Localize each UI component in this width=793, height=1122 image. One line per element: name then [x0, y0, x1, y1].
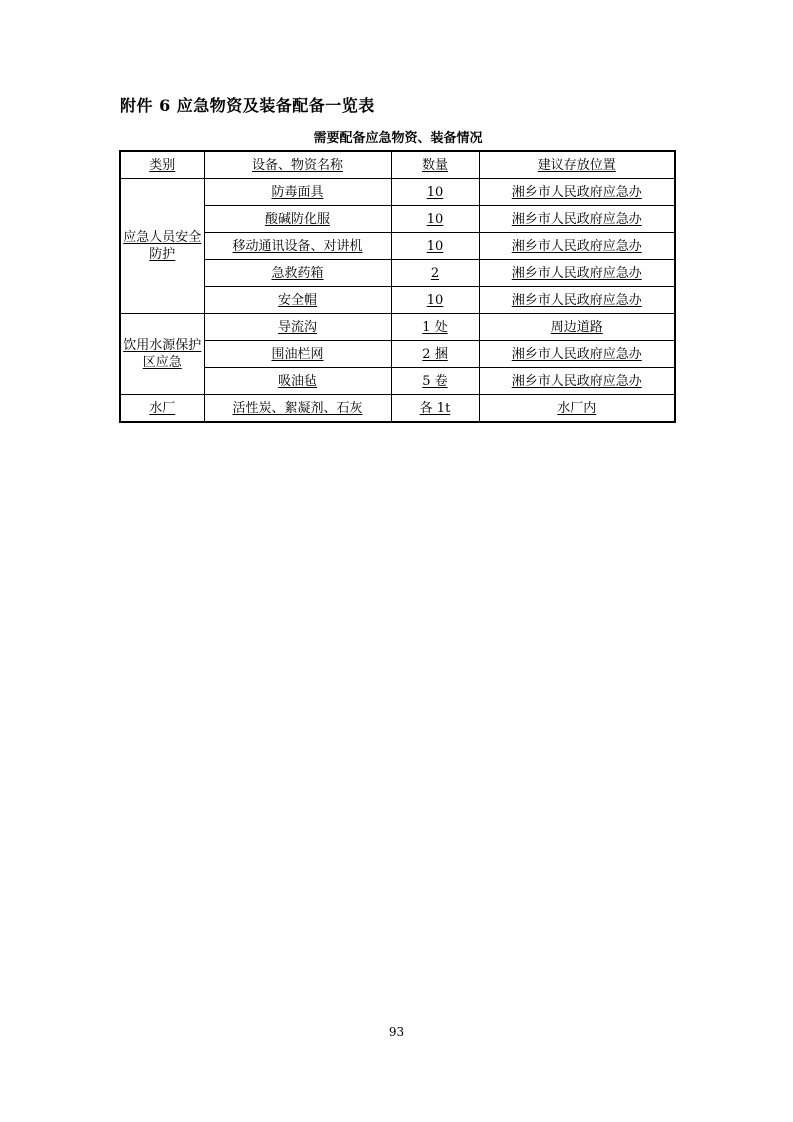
item-name-cell: 急救药箱	[204, 260, 391, 287]
table-row	[120, 395, 675, 423]
item-qty-cell: 1 处	[391, 314, 479, 341]
table-caption: 需要配备应急物资、装备情况	[313, 131, 483, 146]
table-row	[120, 368, 675, 395]
item-location-cell: 湘乡市人民政府应急办	[479, 368, 675, 395]
item-name-cell: 防毒面具	[204, 179, 391, 206]
item-name-cell: 移动通讯设备、对讲机	[204, 233, 391, 260]
item-qty-cell: 10	[391, 233, 479, 260]
item-qty-cell: 2	[391, 260, 479, 287]
item-location-cell: 湘乡市人民政府应急办	[479, 206, 675, 233]
table-row	[120, 287, 675, 314]
item-qty-cell: 10	[391, 206, 479, 233]
item-name-cell: 吸油毡	[204, 368, 391, 395]
table-row	[120, 260, 675, 287]
table-row	[120, 314, 675, 341]
item-location-cell: 湘乡市人民政府应急办	[479, 287, 675, 314]
item-location-cell: 湘乡市人民政府应急办	[479, 260, 675, 287]
header-location: 建议存放位置	[479, 151, 675, 179]
header-item-name: 设备、物资名称	[204, 151, 391, 179]
header-category: 类别	[120, 151, 204, 179]
page-number: 93	[388, 1025, 405, 1039]
item-name-cell: 导流沟	[204, 314, 391, 341]
item-qty-cell: 各 1t	[391, 395, 479, 423]
table-row	[120, 341, 675, 368]
item-qty-cell: 2 捆	[391, 341, 479, 368]
item-qty-cell: 5 卷	[391, 368, 479, 395]
table-header-row	[120, 151, 675, 179]
table-row	[120, 233, 675, 260]
item-name-cell: 活性炭、絮凝剂、石灰	[204, 395, 391, 423]
category-cell-water-source-protection: 饮用水源保护区应急	[120, 314, 204, 395]
item-qty-cell: 10	[391, 179, 479, 206]
item-location-cell: 湘乡市人民政府应急办	[479, 341, 675, 368]
item-name-cell: 酸碱防化服	[204, 206, 391, 233]
emergency-supplies-table	[119, 150, 676, 423]
item-name-cell: 围油栏网	[204, 341, 391, 368]
item-location-cell: 水厂内	[479, 395, 675, 423]
item-qty-cell: 10	[391, 287, 479, 314]
table-row	[120, 206, 675, 233]
category-cell-water-plant: 水厂	[120, 395, 204, 423]
attachment-heading: 附件 6 应急物资及装备配备一览表	[120, 96, 375, 115]
category-cell-personnel-protection: 应急人员安全防护	[120, 179, 204, 314]
table-row	[120, 179, 675, 206]
item-location-cell: 周边道路	[479, 314, 675, 341]
item-name-cell: 安全帽	[204, 287, 391, 314]
item-location-cell: 湘乡市人民政府应急办	[479, 179, 675, 206]
item-location-cell: 湘乡市人民政府应急办	[479, 233, 675, 260]
header-quantity: 数量	[391, 151, 479, 179]
